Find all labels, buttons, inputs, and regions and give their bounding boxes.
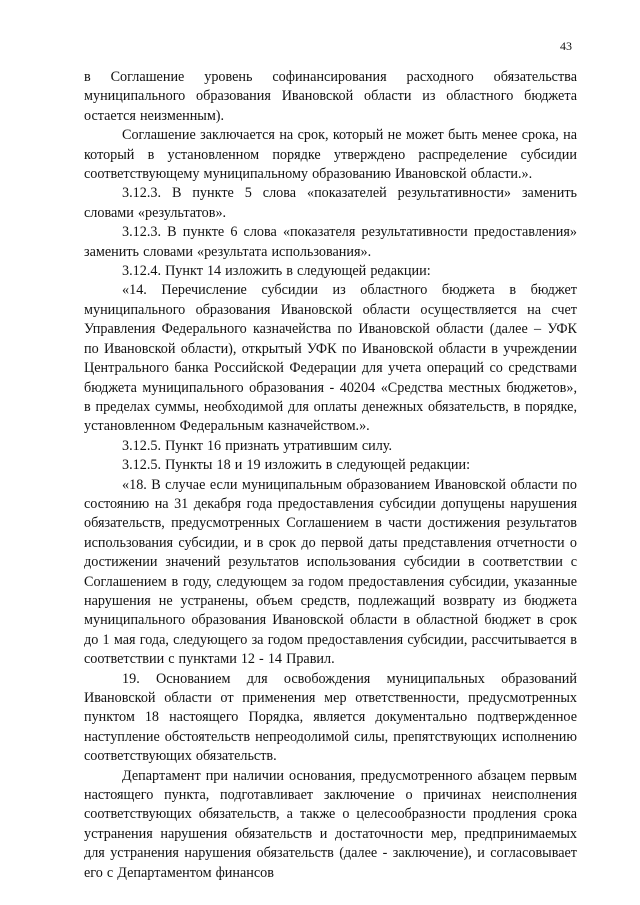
paragraph-8: 3.12.5. Пункты 18 и 19 изложить в следующей редакции: <box>122 457 471 474</box>
paragraph-6: «14. Перечисление субсидии из областного бюджета в бюджет муниципального образования Ивановской области осуществляется на счет Управления Федерального казначейства по Ивановской области (далее – УФК по Ивановской области), открытый УФК по Ивановской области в учреждении Центрального банка Российской Федерации для учета операций со средствами бюджета муниципального образования - 40204 «Средства местных бюджетов», в пределах суммы, необходимой для оплаты денежных обязательств, в порядке, установленном Федеральным казначейством.». <box>84 282 577 435</box>
paragraph-11: Департамент при наличии основания, предусмотренного абзацем первым настоящего пункта, подготавливает заключение о причинах неисполнения соответствующих обязательств, а также о целесообразности продления срока устранения нарушения обязательств и достаточности мер, предпринимаемых для устранения нарушения обязательств (далее - заключение), и согласовывает его с Департаментом финансов <box>84 767 577 881</box>
page-number: 43 <box>560 39 572 53</box>
paragraph-2: Соглашение заключается на срок, который не может быть менее срока, на который в установленном порядке утверждено распределение субсидии соответствующему муниципальному образованию Ивановской области.». <box>84 127 577 183</box>
paragraph-4: 3.12.3. В пункте 6 слова «показателя результативности предоставления» заменить словами «результата использования». <box>84 224 577 260</box>
paragraph-5: 3.12.4. Пункт 14 изложить в следующей редакции: <box>122 263 431 280</box>
paragraph-7: 3.12.5. Пункт 16 признать утратившим силу. <box>122 437 393 454</box>
paragraph-9: «18. В случае если муниципальным образованием Ивановской области по состоянию на 31 декабря года предоставления субсидии допущены нарушения обязательств, предусмотренных Соглашением в части достижения результатов использования субсидии, и в срок до первой даты представления отчетности о достижении значений результатов использования субсидии в соответствии с Соглашением в году, следующем за годом предоставления субсидии, указанные нарушения не устранены, объем средств, подлежащий возврату из бюджета муниципального образования Ивановской области в областной бюджет в срок до 1 мая года, следующего за годом предоставления субсидии, рассчитывается в соответствии с пунктами 12 - 14 Правил. <box>84 476 577 668</box>
paragraph-1: в Соглашение уровень софинансирования расходного обязательства муниципального образования Ивановской области из областного бюджета остается неизменным). <box>84 69 577 124</box>
document-body <box>84 68 577 883</box>
paragraph-3: 3.12.3. В пункте 5 слова «показателей результативности» заменить словами «результатов». <box>84 185 577 221</box>
paragraph-10: 19. Основанием для освобождения муниципальных образований Ивановской области от применения мер ответственности, предусмотренных пунктом 18 настоящего Порядка, является документально подтвержденное наступление обстоятельств непреодолимой силы, препятствующих исполнению соответствующих обязательств. <box>84 670 577 765</box>
